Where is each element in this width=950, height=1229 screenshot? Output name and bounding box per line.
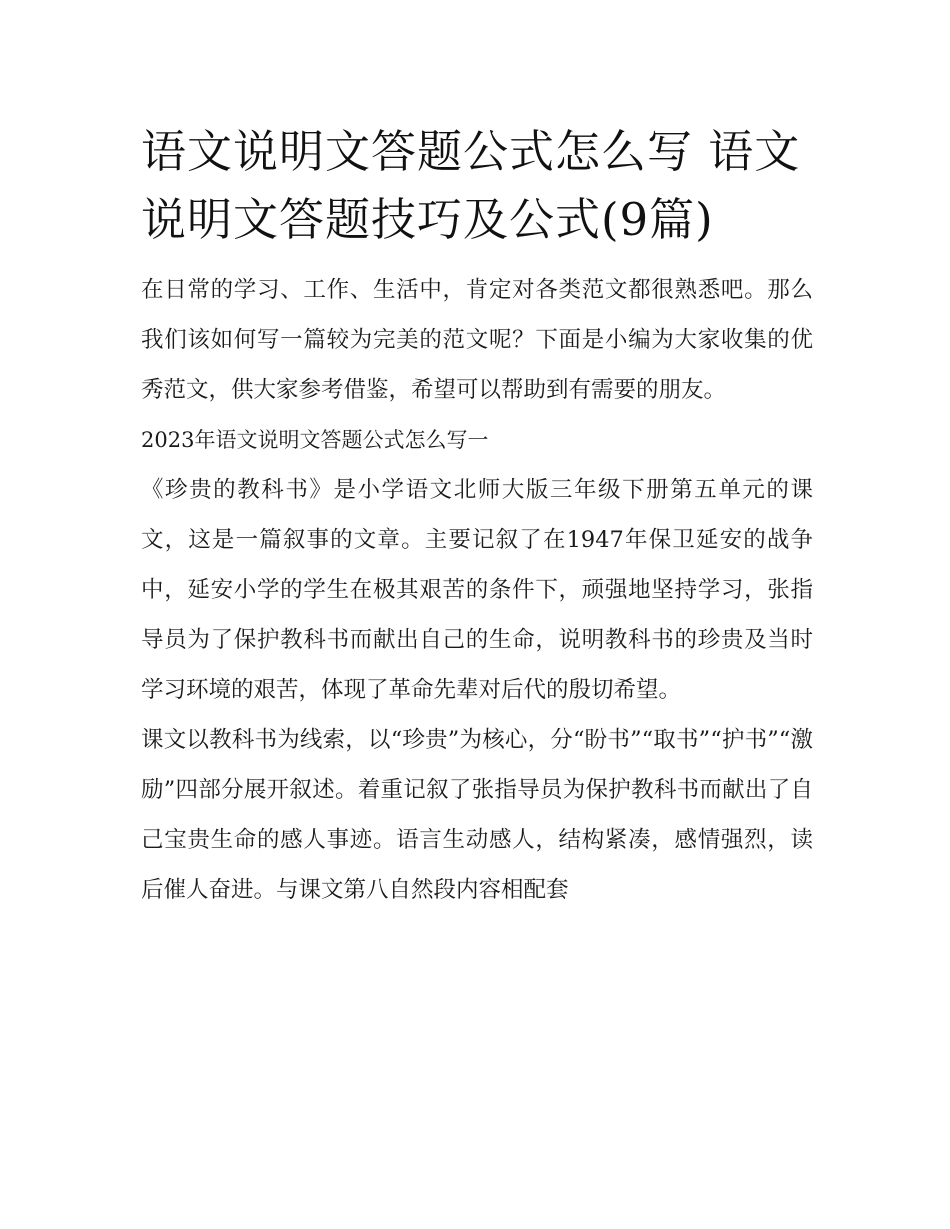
document-content [141,118,813,915]
section-heading: 2023年语文说明文答题公式怎么写一 [141,428,489,452]
document-title: 语文说明文答题公式怎么写 语文说明文答题技巧及公式(9篇) [141,125,801,246]
body-paragraph-2: 课文以教科书为线索，以“珍贵”为核心，分“盼书”“取书”“护书”“激励”四部分展开叙述。着重记叙了张指导员为保护教科书而献出了自己宝贵生命的感人事迹。语言生动感人，结构紧凑，感情强烈，读后催人奋进。与课文第八自然段内容相配套 [141,727,813,903]
body-paragraph-1: 《珍贵的教科书》是小学语文北师大版三年级下册第五单元的课文，这是一篇叙事的文章。主要记叙了在1947年保卫延安的战争中，延安小学的学生在极其艰苦的条件下，顽强地坚持学习，张指导员为了保护教科书而献出自己的生命，说明教科书的珍贵及当时学习环境的艰苦，体现了革命先辈对后代的殷切希望。 [141,477,813,703]
intro-paragraph: 在日常的学习、工作、生活中，肯定对各类范文都很熟悉吧。那么我们该如何写一篇较为完美的范文呢？下面是小编为大家收集的优秀范文，供大家参考借鉴，希望可以帮助到有需要的朋友。 [141,277,813,403]
